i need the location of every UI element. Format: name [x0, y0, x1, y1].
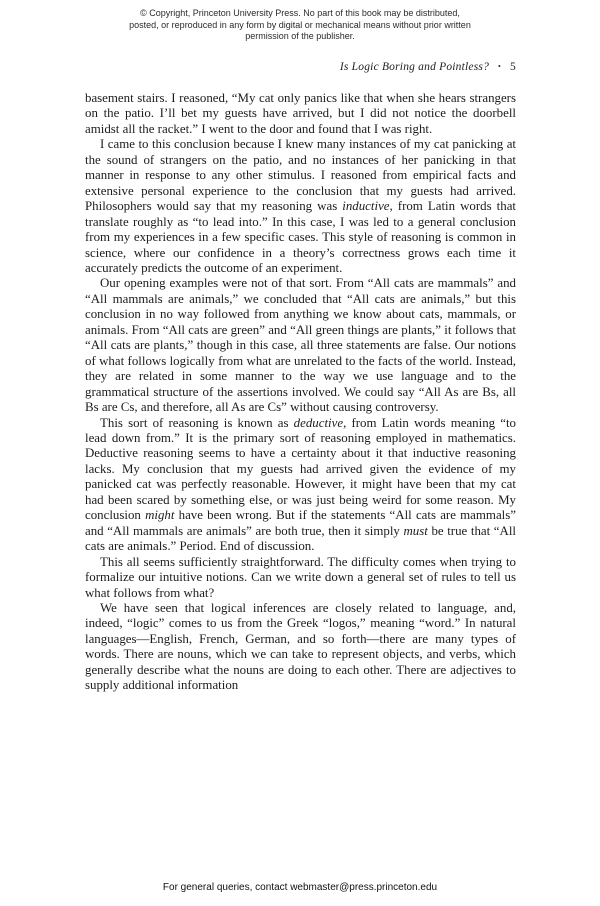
paragraph: Our opening examples were not of that sort. From “All cats are mammals” and “All mammals are animals,” we concluded that “All cats are animals,” but this conclusion in no way followed from anything we know about cats, mammals, or animals. From “All cats are green” and “All green things are plants,” it follows that “All cats are plants,” though in this case, all three statements are false. Our notions of what follows logically from what are unrelated to the facts of the world. Instead, they are related in some manner to the way we use language and to the grammatical structure of the assertions involved. We could say “All As are Bs, all Bs are Cs, and therefore, all As are Cs” without causing controversy. [85, 276, 516, 415]
copyright-notice: © Copyright, Princeton University Press. No part of this book may be distributed, posted, or reproduced in any form by digital or mechanical means without prior written permission of the publisher. [129, 8, 471, 41]
body-text [85, 91, 516, 694]
paragraph: basement stairs. I reasoned, “My cat only panics like that when she hears strangers on the patio. I’ll bet my guests have arrived, but I did not notice the doorbell amidst all the racket.” I went to the door and found that I was right. [85, 91, 516, 136]
paragraph: We have seen that logical inferences are closely related to language, and, indeed, “logic” comes to us from the Greek “logos,” meaning “word.” In natural languages—English, French, German, and so forth—there are many types of words. There are nouns, which we can take to represent objects, and verbs, which generally describe what the nouns are doing to each other. There are adjectives to supply additional information [85, 600, 516, 693]
running-head [85, 61, 516, 73]
paragraph: This all seems sufficiently straightforward. The difficulty comes when trying to formalize our intuitive notions. Can we write down a general set of rules to tell us what follows from what? [85, 554, 516, 600]
running-head-separator: • [498, 61, 502, 71]
page-number: 5 [510, 61, 516, 73]
footer-queries-line: For general queries, contact webmaster@press.princeton.edu [162, 882, 438, 893]
paragraph: I came to this conclusion because I knew many instances of my cat panicking at the sound of strangers on the patio, and no instances of her panicking in that manner in response to any other stimulus. I reasoned from empirical facts and extensive personal experience to the conclusion that my guests had arrived. Philosophers would say that my reasoning was inductive, from Latin words that translate roughly as “to lead into.” In this case, I was led to a general conclusion from my experiences in a few specific cases. This style of reasoning is common in science, where our confidence in a theory’s correctness grows each time it accurately predicts the outcome of an experiment. [85, 137, 516, 275]
running-head-title: Is Logic Boring and Pointless? [339, 61, 490, 73]
paragraph: This sort of reasoning is known as deductive, from Latin words meaning “to lead down from.” It is the primary sort of reasoning employed in mathematics. Deductive reasoning seems to have a certainty about it that inductive reasoning lacks. My conclusion that my guests had arrived given the evidence of my panicked cat was perfectly reasonable. However, it might have been that my cat had been scared by something else, or was just being weird for some reason. My conclusion might have been wrong. But if the statements “All cats are mammals” and “All mammals are animals” are both true, then it simply must be true that “All cats are animals.” Period. End of discussion. [85, 415, 516, 554]
